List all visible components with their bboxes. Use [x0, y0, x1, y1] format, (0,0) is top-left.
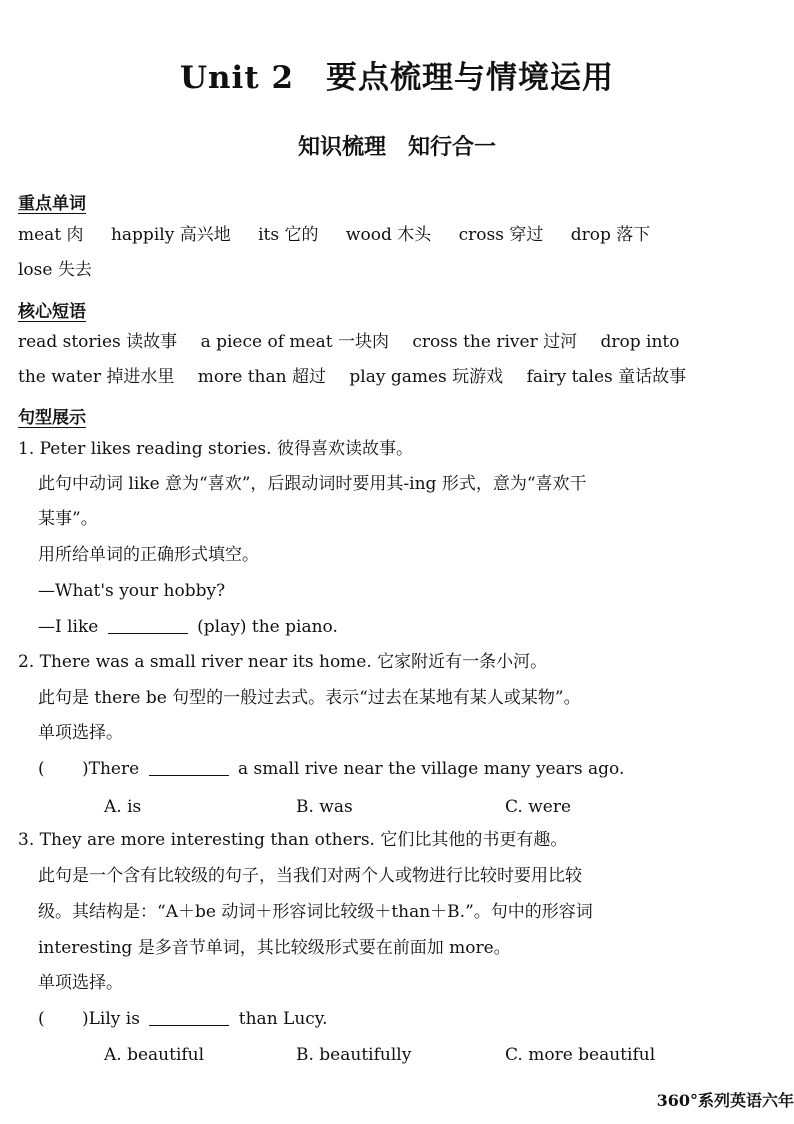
q1-sentence: 1. Peter likes reading stories. 彼得喜欢读故事。 [18, 439, 413, 459]
section-title-phrases: 核心短语 [18, 302, 86, 322]
page-footer: 360°系列英语六年 [656, 1091, 794, 1110]
phrase-item: a piece of meat 一块肉 [200, 332, 389, 352]
q1-dialog-1: —What's your hobby? [38, 581, 226, 601]
q3-explain-3: interesting 是多音节单词，其比较级形式要在前面加 more。 [38, 938, 511, 958]
phrase-item: play games 玩游戏 [349, 367, 504, 387]
q3-question-post: than Lucy. [238, 1009, 328, 1029]
phrase-item: cross the river 过河 [412, 332, 578, 352]
q3-question-pre: )Lily is [82, 1009, 140, 1029]
q2-explain: 此句是 there be 句型的一般过去式。表示“过去在某地有某人或某物”。 [38, 688, 581, 708]
words-line-1 [18, 227, 672, 244]
words-line-2 [18, 262, 92, 279]
word-item: drop 落下 [570, 225, 651, 245]
q1-dialog-2-post: (play) the piano. [197, 617, 338, 637]
q3-task: 单项选择。 [38, 973, 123, 993]
word-item: wood 木头 [345, 225, 432, 245]
q3-explain-1: 此句是一个含有比较级的句子，当我们对两个人或物进行比较时要用比较 [38, 866, 582, 886]
q3-option-a[interactable]: A. beautiful [104, 1045, 205, 1065]
phrase-item: drop into [600, 332, 680, 352]
q1-explain-2: 某事”。 [38, 509, 98, 529]
q3-question [38, 1011, 328, 1028]
q1-dialog-2 [38, 619, 338, 636]
phrases-line-1 [18, 334, 680, 351]
q3-sentence: 3. They are more interesting than others. 它们比其他的书更有趣。 [18, 830, 568, 850]
word-item: its 它的 [258, 225, 319, 245]
phrase-item: read stories 读故事 [18, 332, 178, 352]
phrase-item: fairy tales 童话故事 [526, 367, 687, 387]
q2-task: 单项选择。 [38, 723, 123, 743]
word-item: cross 穿过 [458, 225, 544, 245]
q3-answer-blank [149, 1025, 229, 1026]
q1-task: 用所给单词的正确形式填空。 [38, 545, 259, 565]
q3-option-b[interactable]: B. beautifully [296, 1045, 412, 1065]
word-item: happily 高兴地 [110, 225, 231, 245]
q2-option-b[interactable]: B. was [296, 797, 353, 817]
phrase-item: more than 超过 [197, 367, 326, 387]
section-title-sentences: 句型展示 [18, 408, 86, 428]
phrases-line-2 [18, 369, 686, 386]
q1-dialog-2-pre: —I like [38, 617, 99, 637]
q3-answer-paren[interactable]: ( [38, 1009, 45, 1029]
q2-question-pre: )There [82, 759, 140, 779]
phrase-item: the water 掉进水里 [18, 367, 175, 387]
q2-option-a[interactable]: A. is [104, 797, 142, 817]
q2-question [38, 761, 624, 778]
q2-question-post: a small rive near the village many years ago. [237, 759, 625, 779]
q2-sentence: 2. There was a small river near its home. 它家附近有一条小河。 [18, 652, 548, 672]
q2-answer-paren[interactable]: ( [38, 759, 45, 779]
section-title-words: 重点单词 [18, 194, 86, 214]
q3-explain-2: 级。其结构是：“A＋be 动词＋形容词比较级＋than＋B.”。句中的形容词 [38, 902, 593, 922]
q2-answer-blank [149, 775, 229, 776]
q3-option-c[interactable]: C. more beautiful [505, 1045, 656, 1065]
q2-option-c[interactable]: C. were [505, 797, 572, 817]
word-item: lose 失去 [18, 260, 92, 280]
word-item: meat 肉 [18, 225, 84, 245]
page-subtitle: 知识梳理 知行合一 [297, 134, 496, 160]
q1-explain-1: 此句中动词 like 意为“喜欢”，后跟动词时要用其-ing 形式，意为“喜欢干 [38, 474, 587, 494]
q1-answer-blank[interactable] [108, 633, 188, 634]
page-title: Unit 2 要点梳理与情境运用 [179, 60, 615, 96]
